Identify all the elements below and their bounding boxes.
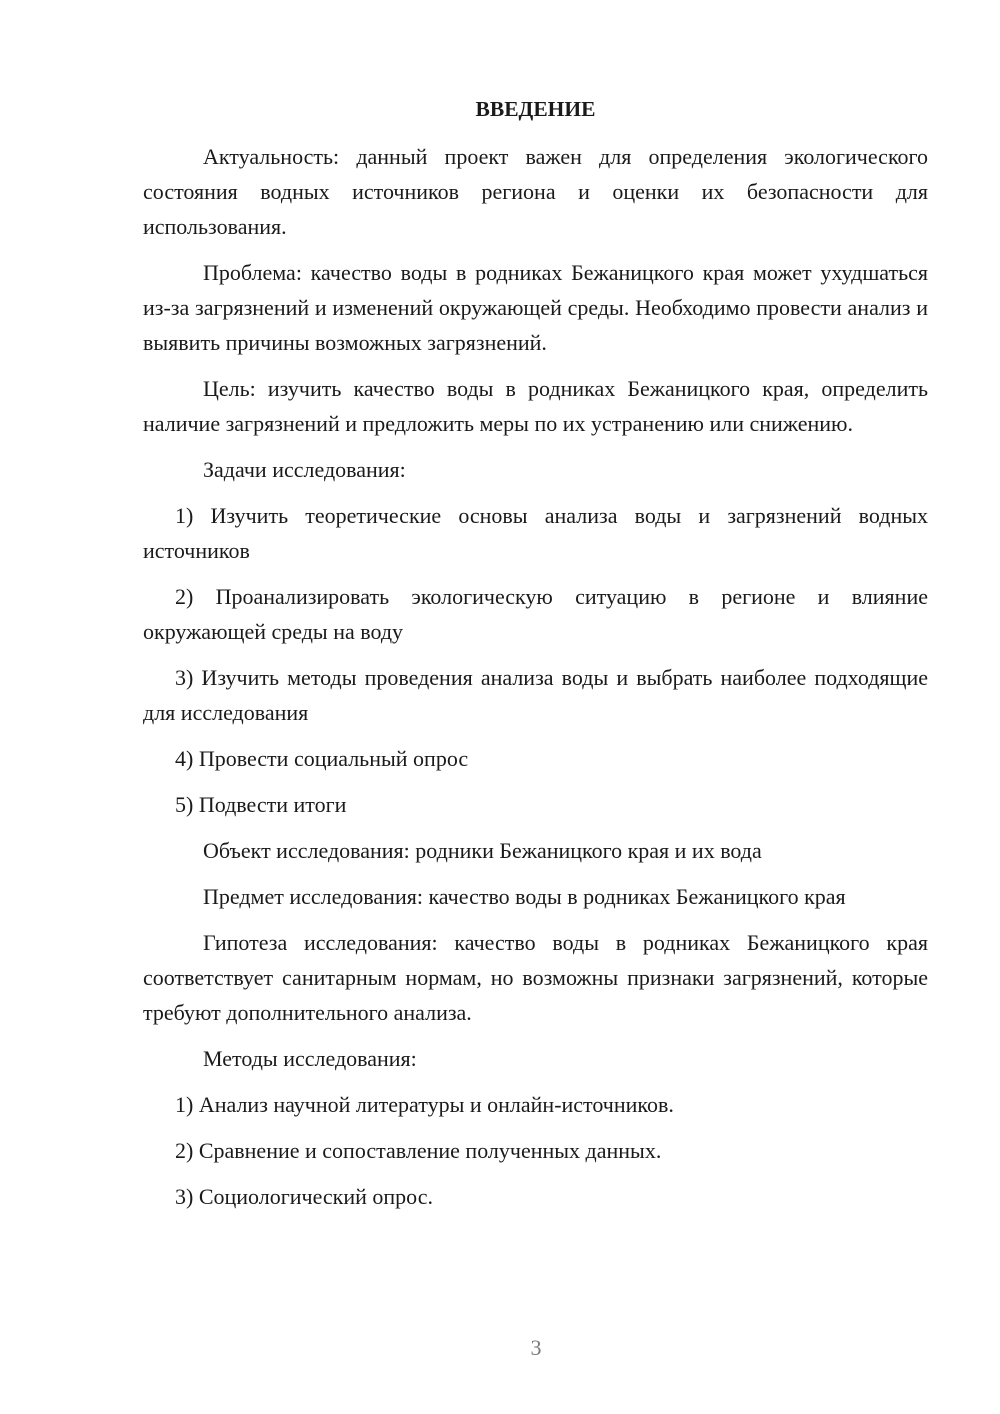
task-item: 4) Провести социальный опрос — [175, 746, 469, 771]
relevance-paragraph: Актуальность: данный проект важен для определения экологического состояния водных источников региона и оценки их безопасности для использования. — [143, 144, 928, 239]
page-number: 3 — [530, 1335, 542, 1360]
methods-heading: Методы исследования: — [203, 1046, 417, 1071]
hypothesis-paragraph: Гипотеза исследования: качество воды в родниках Бежаницкого края соответствует санитарным нормам, но возможны признаки загрязнений, которые требуют дополнительного анализа. — [143, 930, 928, 1025]
document-body — [143, 92, 928, 1225]
tasks-heading: Задачи исследования: — [203, 457, 406, 482]
method-item: 3) Социологический опрос. — [175, 1184, 433, 1209]
subject-paragraph: Предмет исследования: качество воды в родниках Бежаницкого края — [203, 884, 846, 909]
task-item: 2) Проанализировать экологическую ситуацию в регионе и влияние окружающей среды на воду — [143, 584, 928, 644]
goal-paragraph: Цель: изучить качество воды в родниках Бежаницкого края, определить наличие загрязнений и предложить меры по их устранению или снижению. — [143, 376, 928, 436]
page-title: ВВЕДЕНИЕ — [475, 97, 596, 121]
task-item: 3) Изучить методы проведения анализа воды и выбрать наиболее подходящие для исследования — [143, 665, 928, 725]
task-item: 1) Изучить теоретические основы анализа воды и загрязнений водных источников — [143, 503, 928, 563]
task-item: 5) Подвести итоги — [175, 792, 347, 817]
object-paragraph: Объект исследования: родники Бежаницкого края и их вода — [203, 838, 762, 863]
problem-paragraph: Проблема: качество воды в родниках Бежаницкого края может ухудшаться из-за загрязнений и изменений окружающей среды. Необходимо провести анализ и выявить причины возможных загрязнений. — [143, 260, 928, 355]
method-item: 1) Анализ научной литературы и онлайн-источников. — [175, 1092, 674, 1117]
method-item: 2) Сравнение и сопоставление полученных данных. — [175, 1138, 662, 1163]
